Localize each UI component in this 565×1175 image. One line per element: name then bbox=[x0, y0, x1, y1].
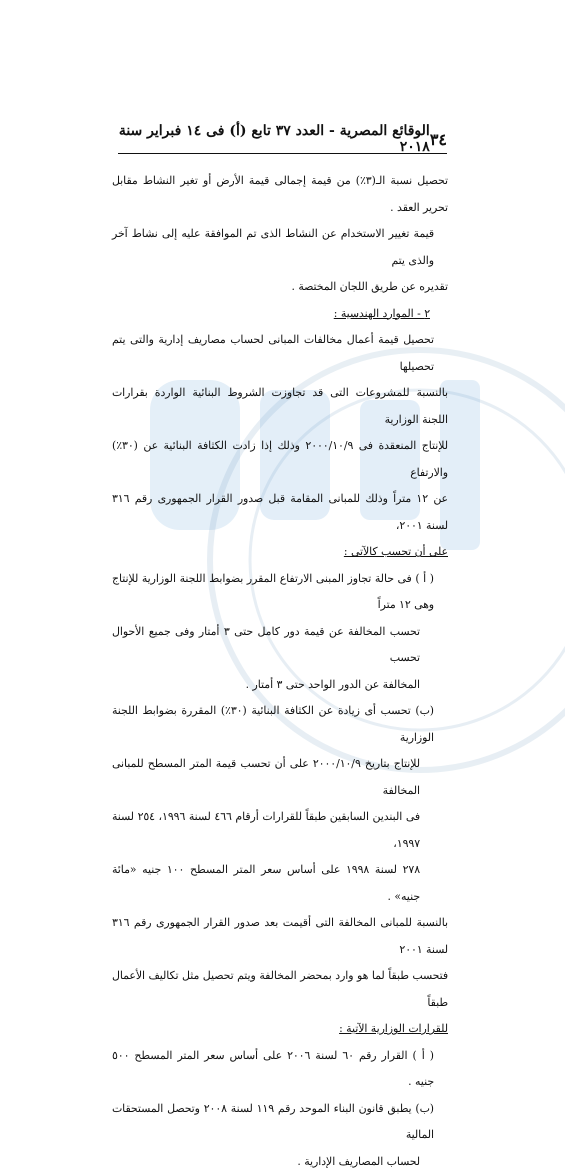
text-line: ( أ ) القرار رقم ٦٠ لسنة ٢٠٠٦ على أساس سعر المتر المسطح ٥٠٠ جنيه . bbox=[112, 1043, 448, 1096]
text-line: عن ١٢ متراً وذلك للمبانى المقامة قبل صدور القرار الجمهورى رقم ٣١٦ لسنة ٢٠٠١، bbox=[112, 486, 448, 539]
text-line: ( أ ) فى حالة تجاوز المبنى الارتفاع المقرر بضوابط اللجنة الوزارية للإنتاج وهى ١٢ متراً bbox=[112, 566, 448, 619]
text-line: (ب) تحسب أى زيادة عن الكثافة البنائية (٣٠٪) المقررة بضوابط اللجنة الوزارية bbox=[112, 698, 448, 751]
body-text bbox=[112, 168, 448, 1175]
text-line: فتحسب طبقاً لما هو وارد بمحضر المخالفة ويتم تحصيل مثل تكاليف الأعمال طبقاً bbox=[112, 963, 448, 1016]
section-heading: ٢ - الموارد الهندسية : bbox=[112, 301, 448, 328]
text-line: تحصيل نسبة الـ(٣٪) من قيمة إجمالى قيمة الأرض أو تغير النشاط مقابل تحرير العقد . bbox=[112, 168, 448, 221]
text-line: للإنتاج بتاريخ ٢٠٠٠/١٠/٩ على أن تحسب قيمة المتر المسطح للمبانى المخالفة bbox=[112, 751, 448, 804]
text-line: (ب) يطبق قانون البناء الموحد رقم ١١٩ لسنة ٢٠٠٨ وتحصل المستحقات المالية bbox=[112, 1096, 448, 1149]
gazette-title: الوقائع المصرية - العدد ٣٧ تابع (أ) فى ١٤ فبراير سنة ٢٠١٨ bbox=[118, 123, 430, 155]
text-line: بالنسبة للمبانى المخالفة التى أقيمت بعد صدور القرار الجمهورى رقم ٣١٦ لسنة ٢٠٠١ bbox=[112, 910, 448, 963]
text-line: تحسب المخالفة عن قيمة دور كامل حتى ٣ أمتار وفى جميع الأحوال تحسب bbox=[112, 619, 448, 672]
text-line: للإنتاج المنعقدة فى ٢٠٠٠/١٠/٩ وذلك إذا زادت الكثافة البنائية عن (٣٠٪) والارتفاع bbox=[112, 433, 448, 486]
text-line: ٢٧٨ لسنة ١٩٩٨ على أساس سعر المتر المسطح ١٠٠ جنيه «مائة جنيه» . bbox=[112, 857, 448, 910]
text-line: بالنسبة للمشروعات التى قد تجاوزت الشروط البنائية الواردة بقرارات اللجنة الوزارية bbox=[112, 380, 448, 433]
text-line: تقديره عن طريق اللجان المختصة . bbox=[112, 274, 448, 301]
text-line: المخالفة عن الدور الواحد حتى ٣ أمتار . bbox=[112, 672, 448, 699]
text-line: قيمة تغيير الاستخدام عن النشاط الذى تم الموافقة عليه إلى نشاط آخر والذى يتم bbox=[112, 221, 448, 274]
text-line: لحساب المصاريف الإدارية . bbox=[112, 1149, 448, 1175]
text-line: فى البندين السابقين طبقاً للقرارات أرقام ٤٦٦ لسنة ١٩٩٦، ٢٥٤ لسنة ١٩٩٧، bbox=[112, 804, 448, 857]
header-divider bbox=[118, 153, 447, 154]
page-number: ٣٤ bbox=[430, 130, 447, 149]
text-line: على أن تحسب كالآتى : bbox=[112, 539, 448, 566]
page-header bbox=[118, 128, 447, 150]
text-line: للقرارات الوزارية الآتية : bbox=[112, 1016, 448, 1043]
text-line: تحصيل قيمة أعمال مخالفات المبانى لحساب مصاريف إدارية والتى يتم تحصيلها bbox=[112, 327, 448, 380]
